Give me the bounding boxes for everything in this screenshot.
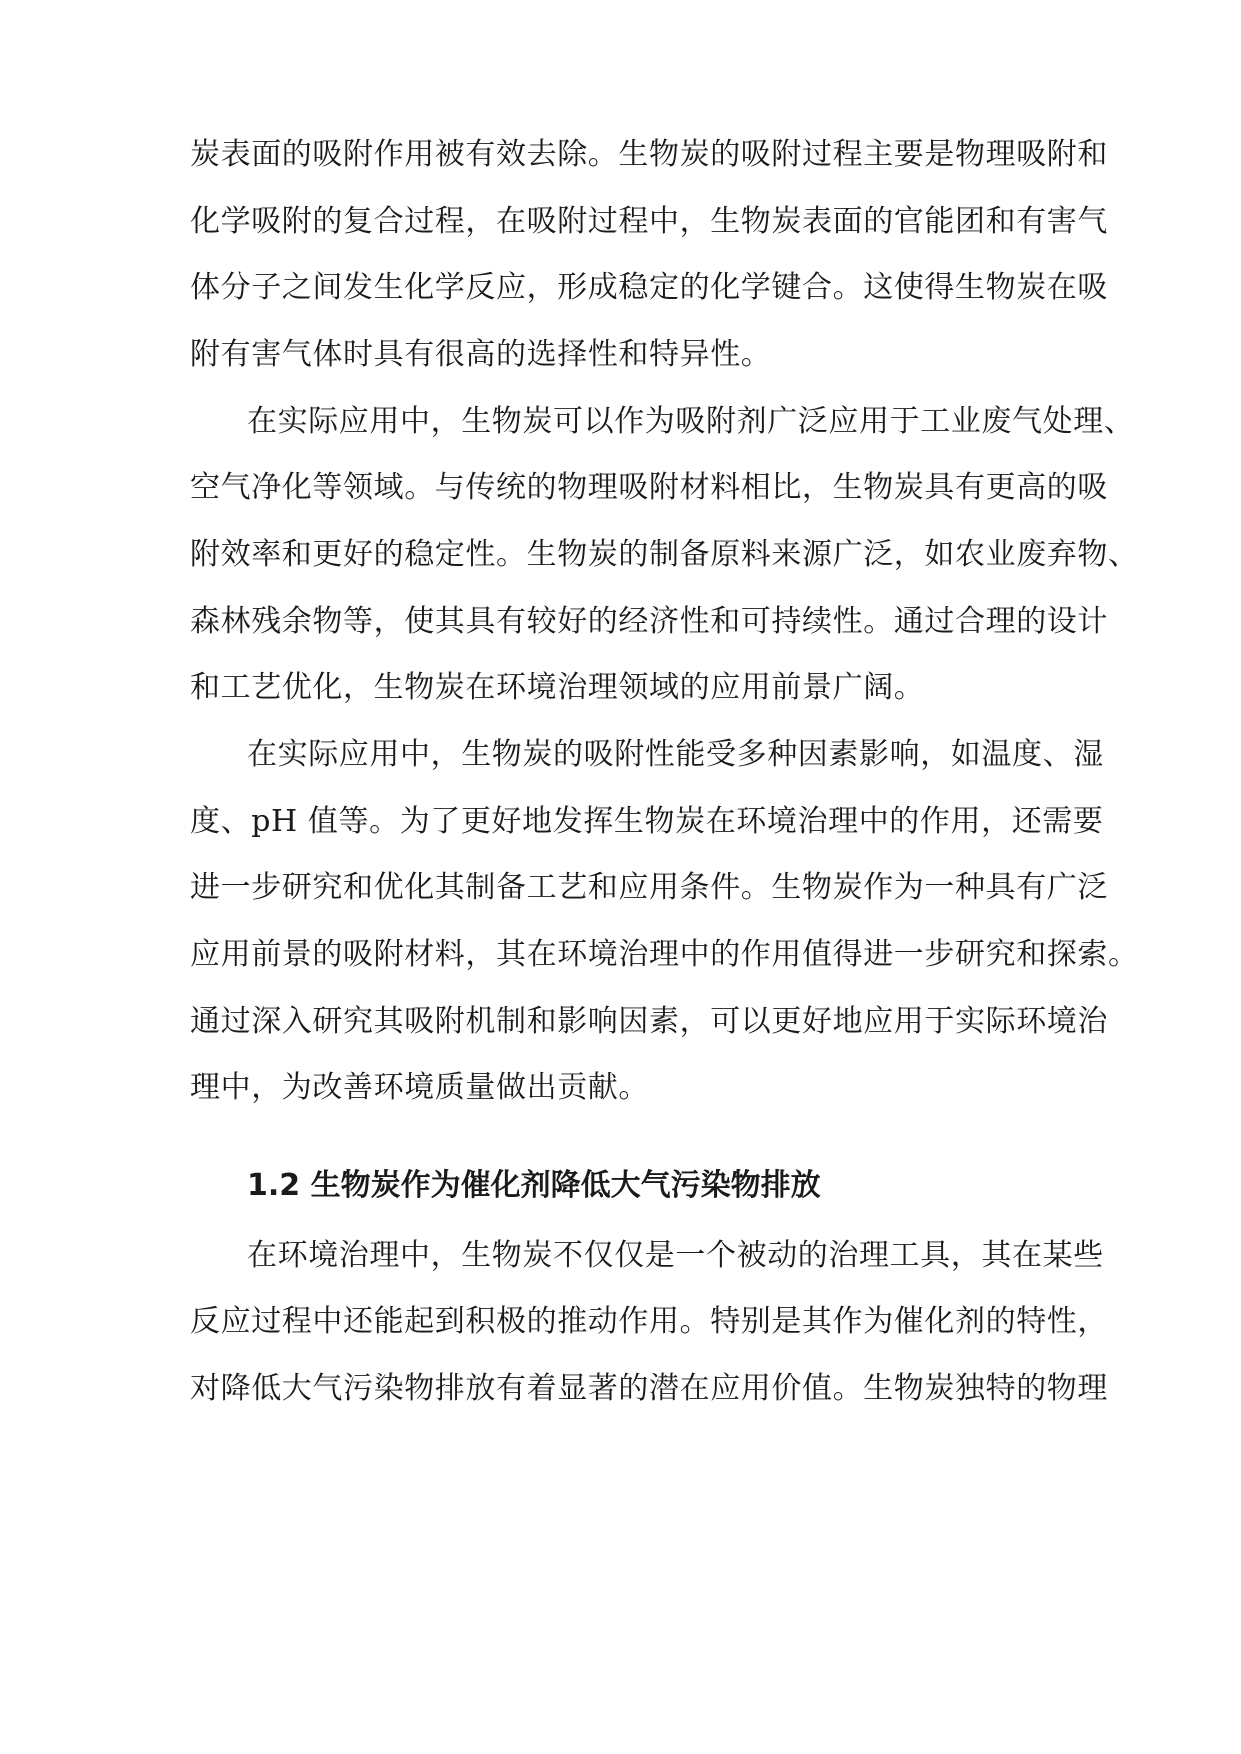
paragraph-2-line-1: 在实际应用中，生物炭可以作为吸附剂广泛应用于工业废气处理、 — [247, 404, 1135, 439]
section-title: 生物炭作为催化剂降低大气污染物排放 — [310, 1168, 821, 1203]
paragraph-1-line-3: 体分子之间发生化学反应，形成稳定的化学键合。这使得生物炭在吸 — [190, 270, 1108, 305]
paragraph-3-line-2: 度、pH 值等。为了更好地发挥生物炭在环境治理中的作用，还需要 — [190, 804, 1104, 839]
section-number: 1.2 — [247, 1168, 301, 1203]
section-paragraph-line-1: 在环境治理中，生物炭不仅仅是一个被动的治理工具，其在某些 — [247, 1238, 1104, 1273]
paragraph-2-line-3: 附效率和更好的稳定性。生物炭的制备原料来源广泛，如农业废弃物、 — [190, 537, 1139, 572]
section-paragraph-line-3: 对降低大气污染物排放有着显著的潜在应用价值。生物炭独特的物理 — [190, 1371, 1108, 1406]
section-paragraph-line-2: 反应过程中还能起到积极的推动作用。特别是其作为催化剂的特性， — [190, 1304, 1108, 1339]
paragraph-2-line-5: 和工艺优化，生物炭在环境治理领域的应用前景广阔。 — [190, 670, 925, 705]
section-heading — [247, 1166, 821, 1206]
paragraph-1-line-2: 化学吸附的复合过程，在吸附过程中，生物炭表面的官能团和有害气 — [190, 204, 1108, 239]
paragraph-2-line-4: 森林残余物等，使其具有较好的经济性和可持续性。通过合理的设计 — [190, 604, 1108, 639]
paragraph-3-line-4: 应用前景的吸附材料，其在环境治理中的作用值得进一步研究和探索。 — [190, 937, 1139, 972]
paragraph-2-line-2: 空气净化等领域。与传统的物理吸附材料相比，生物炭具有更高的吸 — [190, 470, 1108, 505]
paragraph-3-line-1: 在实际应用中，生物炭的吸附性能受多种因素影响，如温度、湿 — [247, 737, 1104, 772]
paragraph-1-line-1: 炭表面的吸附作用被有效去除。生物炭的吸附过程主要是物理吸附和 — [190, 137, 1108, 172]
paragraph-3-line-3: 进一步研究和优化其制备工艺和应用条件。生物炭作为一种具有广泛 — [190, 870, 1108, 905]
paragraph-3-line-6: 理中，为改善环境质量做出贡献。 — [190, 1070, 649, 1105]
paragraph-1-line-4: 附有害气体时具有很高的选择性和特异性。 — [190, 337, 772, 372]
paragraph-3-line-5: 通过深入研究其吸附机制和影响因素，可以更好地应用于实际环境治 — [190, 1004, 1108, 1039]
